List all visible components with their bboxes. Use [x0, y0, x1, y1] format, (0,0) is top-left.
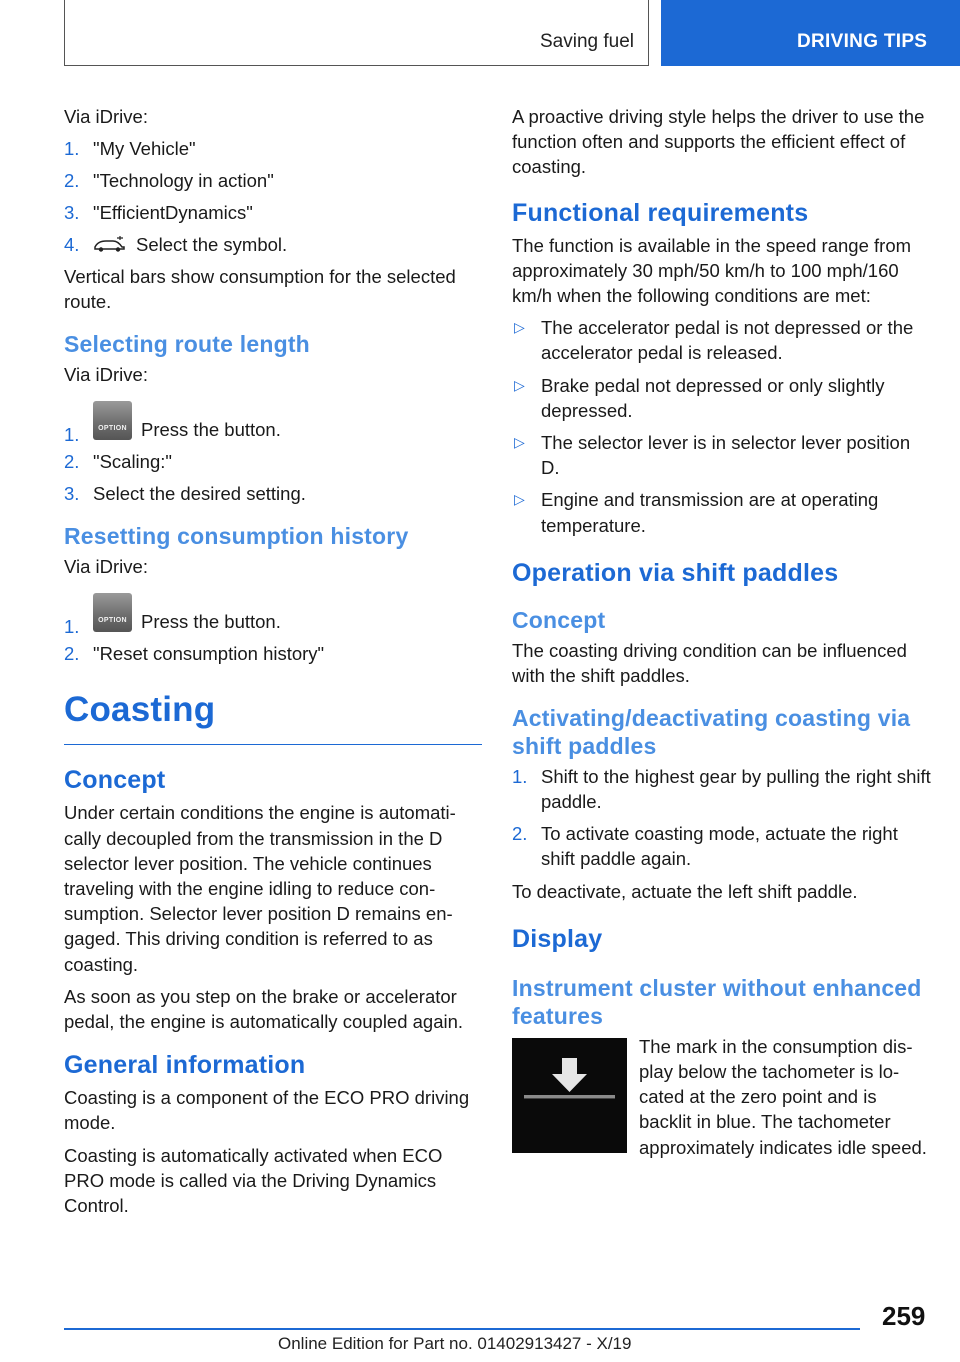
requirements-list [512, 315, 932, 538]
header-section-box [64, 0, 649, 66]
option-button-icon: OPTION [93, 593, 132, 632]
instrument-cluster-heading: Instrument cluster without enhanced features [512, 974, 922, 1029]
paddles-concept-heading: Concept [512, 606, 606, 633]
activation-steps-list [512, 764, 932, 871]
functional-paragraph: The function is available in the speed range from approximately 30 mph/50 km/h to 100 mph/160 km/h when the following conditions are met: [512, 234, 912, 307]
option-button-icon: OPTION [93, 401, 132, 440]
general-info-heading: General information [64, 1051, 306, 1080]
list-item: 3. Select the desired setting. [64, 483, 306, 504]
list-item: ▷ The accelerator pedal is not depressed or the accelerator pedal is released. [514, 317, 914, 364]
reset-via-label: Via iDrive: [64, 556, 148, 578]
list-item: ▷ Engine and transmission are at operating temperature. [514, 489, 879, 536]
list-item: 2. To activate coasting mode, actuate the right shift paddle again. [512, 823, 898, 870]
display-heading: Display [512, 924, 603, 953]
car-route-icon [93, 236, 127, 254]
general-paragraph-2: Coasting is automatically activated when ECO PRO mode is called via the Driving Dynamics Control. [64, 1144, 443, 1217]
page-number: 259 [882, 1301, 926, 1331]
reset-history-heading: Resetting consumption history [64, 523, 409, 550]
cluster-paragraph: The mark in the consumption display below the tachometer is located at the zero point and is backlit in blue. The tachometer approximately indicates idle speed. [639, 1035, 927, 1158]
list-item: 2. "Technology in action" [64, 170, 274, 191]
list-item: ▷ Brake pedal not depressed or only slightly depressed. [514, 374, 885, 421]
proactive-paragraph: A proactive driving style helps the driver to use the function often and supports the efficient effect of coasting. [512, 106, 925, 178]
list-item: 2. "Reset consumption history" [64, 643, 325, 665]
down-arrow-icon [512, 1038, 627, 1153]
functional-requirements-heading: Functional requirements [512, 198, 809, 227]
list-item: 1. OPTION Press the button. [64, 401, 482, 442]
paddles-concept-paragraph: The coasting driving condition can be influenced with the shift paddles. [512, 639, 907, 687]
header-section-title: Saving fuel [539, 31, 634, 52]
consumption-display-image [512, 1038, 627, 1153]
left-column [64, 104, 482, 1225]
footer-edition: Online Edition for Part no. 01402913427 - X/19 [278, 1334, 632, 1353]
idrive-steps-list [64, 136, 482, 257]
footer-divider [64, 1328, 860, 1330]
list-item: 1. Shift to the highest gear by pulling the right shift paddle. [512, 766, 931, 813]
list-item: 3. "EfficientDynamics" [64, 201, 253, 223]
right-column [512, 104, 932, 1167]
list-item: 1. OPTION Press the button. [64, 593, 482, 634]
concept-heading: Concept [64, 766, 166, 795]
concept-paragraph-1: Under certain conditions the engine is automatically decoupled from the transmission in the D selector lever position. The vehicle continues traveling with the engine idling to reduce consumption. Selector lever position D remains engaged. This driving condition is referred to as coasting. [64, 802, 456, 975]
coasting-heading: Coasting [64, 690, 482, 745]
shift-paddles-heading: Operation via shift paddles [512, 558, 839, 587]
header-chapter-title: DRIVING TIPS [797, 31, 928, 52]
reset-steps-list [64, 593, 482, 666]
list-item: 1. "My Vehicle" [64, 138, 196, 160]
header-chapter-tab[interactable] [661, 0, 960, 66]
activating-coasting-heading: Activating/deactivating coasting via shift paddles [512, 705, 911, 760]
list-item: ▷ The selector lever is in selector lever position D. [514, 432, 911, 479]
route-length-heading: Selecting route length [64, 331, 310, 358]
list-item: 4. Select the symbol. [64, 233, 288, 255]
list-item: 2. "Scaling:" [64, 451, 172, 473]
cluster-figure-block [512, 1034, 932, 1167]
concept-paragraph-2: As soon as you step on the brake or accelerator pedal, the engine is automatically coupled again. [64, 985, 464, 1033]
route-steps-list [64, 401, 482, 506]
bars-text: Vertical bars show consumption for the selected route. [64, 265, 456, 312]
via-idrive-label: Via iDrive: [64, 106, 148, 127]
deactivate-paragraph: To deactivate, actuate the left shift paddle. [512, 880, 858, 902]
general-paragraph-1: Coasting is a component of the ECO PRO driving mode. [64, 1087, 470, 1134]
route-via-label: Via iDrive: [64, 364, 148, 386]
